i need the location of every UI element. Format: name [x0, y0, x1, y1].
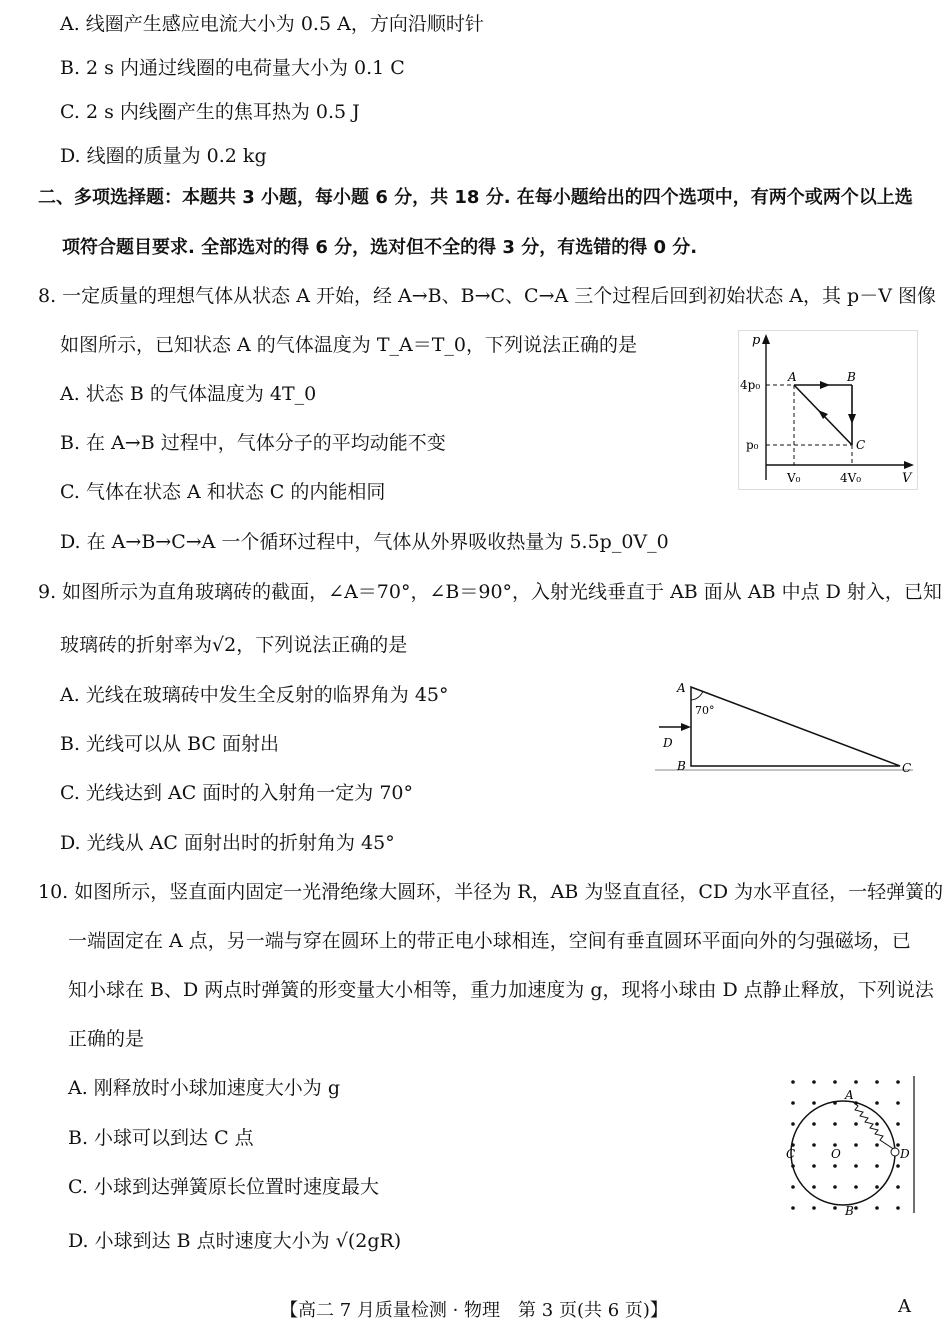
- q7-option-a: A. 线圈产生感应电流大小为 0.5 A，方向沿顺时针: [60, 13, 484, 35]
- q10-stem-line4: 正确的是: [68, 1028, 145, 1050]
- q10-option-b: B. 小球可以到达 C 点: [68, 1127, 254, 1149]
- spring: [853, 1102, 895, 1150]
- field-dot: [833, 1206, 837, 1210]
- p-axis-arrow-icon: [762, 334, 770, 344]
- field-dot: [854, 1143, 858, 1147]
- field-dot: [875, 1080, 879, 1084]
- x-tick-4v0: 4V₀: [840, 471, 862, 485]
- field-dot: [875, 1206, 879, 1210]
- v-axis-label: V: [902, 471, 912, 486]
- footer-center: 【高二 7 月质量检测 · 物理 第 3 页(共 6 页)】: [280, 1300, 668, 1321]
- field-dot: [854, 1080, 858, 1084]
- field-dot: [812, 1122, 816, 1126]
- q8-pv-diagram: [738, 330, 918, 490]
- point-a-label: A: [788, 370, 797, 384]
- field-dot: [812, 1143, 816, 1147]
- field-dot: [854, 1206, 858, 1210]
- q7-option-c: C. 2 s 内线圈产生的焦耳热为 0.5 J: [60, 101, 360, 123]
- field-dot: [812, 1185, 816, 1189]
- field-dot: [791, 1122, 795, 1126]
- point-o-label: O: [831, 1147, 841, 1161]
- field-dot: [854, 1185, 858, 1189]
- q9-option-a: A. 光线在玻璃砖中发生全反射的临界角为 45°: [60, 684, 449, 706]
- arrow-bc-icon: [848, 414, 856, 424]
- q8-option-b: B. 在 A→B 过程中，气体分子的平均动能不变: [60, 432, 446, 454]
- field-dot: [875, 1164, 879, 1168]
- point-b-label: B: [847, 370, 856, 384]
- field-dot: [875, 1143, 879, 1147]
- q9-stem-line2: 玻璃砖的折射率为√2，下列说法正确的是: [60, 634, 408, 656]
- point-c-label: C: [786, 1147, 796, 1161]
- ring: [791, 1101, 895, 1205]
- field-dot: [833, 1164, 837, 1168]
- q7-option-b: B. 2 s 内通过线圈的电荷量大小为 0.1 C: [60, 57, 405, 79]
- point-a-label: A: [845, 1088, 854, 1102]
- p-axis-label: p: [752, 333, 761, 348]
- q9-option-c: C. 光线达到 AC 面时的入射角一定为 70°: [60, 782, 413, 804]
- point-c-label: C: [856, 438, 866, 452]
- field-dot: [875, 1101, 879, 1105]
- q9-prism-diagram: [655, 680, 917, 778]
- q8-option-d: D. 在 A→B→C→A 一个循环过程中，气体从外界吸收热量为 5.5p_0V_0: [60, 531, 669, 553]
- field-dot: [812, 1206, 816, 1210]
- field-dot: [791, 1080, 795, 1084]
- q8-option-a: A. 状态 B 的气体温度为 4T_0: [60, 383, 317, 405]
- q8-stem-line1: 8. 一定质量的理想气体从状态 A 开始，经 A→B、B→C、C→A 三个过程后回到初始状态 A，其 p－V 图像: [38, 285, 936, 307]
- q9-option-b: B. 光线可以从 BC 面射出: [60, 733, 279, 755]
- q10-option-a: A. 刚释放时小球加速度大小为 g: [68, 1077, 341, 1099]
- q9-option-d: D. 光线从 AC 面射出时的折射角为 45°: [60, 832, 395, 854]
- field-dot: [875, 1122, 879, 1126]
- q10-stem-line3: 知小球在 B、D 两点时弹簧的形变量大小相等，重力加速度为 g，现将小球由 D 点静止释放，下列说法: [68, 979, 934, 1001]
- field-dot: [896, 1206, 900, 1210]
- field-dot: [791, 1206, 795, 1210]
- field-dot: [791, 1185, 795, 1189]
- field-dot: [812, 1164, 816, 1168]
- field-dot: [854, 1122, 858, 1126]
- field-dot: [875, 1185, 879, 1189]
- angle-a-label: 70°: [695, 704, 715, 717]
- point-a-label: A: [677, 681, 686, 695]
- point-d-label: D: [663, 736, 673, 750]
- section2-heading-line2: 项符合题目要求. 全部选对的得 6 分，选对但不全的得 3 分，有选错的得 0 分.: [62, 237, 698, 258]
- q10-option-d: D. 小球到达 B 点时速度大小为 √(2gR): [68, 1230, 402, 1252]
- footer-paper-version: A: [898, 1296, 911, 1317]
- field-dot: [833, 1080, 837, 1084]
- field-dot: [896, 1122, 900, 1126]
- q8-stem-line2: 如图所示，已知状态 A 的气体温度为 T_A＝T_0，下列说法正确的是: [60, 334, 637, 356]
- q10-stem-line1: 10. 如图所示，竖直面内固定一光滑绝缘大圆环，半径为 R，AB 为竖直直径，CD 为水平直径，一轻弹簧的: [38, 881, 944, 903]
- field-dot: [833, 1185, 837, 1189]
- field-dot: [896, 1080, 900, 1084]
- field-dot: [854, 1164, 858, 1168]
- point-c-label: C: [902, 761, 912, 775]
- q10-stem-line2: 一端固定在 A 点，另一端与穿在圆环上的带正电小球相连，空间有垂直圆环平面向外的匀强磁场，已: [68, 930, 911, 952]
- field-dot: [812, 1101, 816, 1105]
- field-dot: [812, 1080, 816, 1084]
- y-tick-p0: p₀: [746, 438, 759, 452]
- glass-prism: [691, 687, 900, 766]
- q9-stem-line1: 9. 如图所示为直角玻璃砖的截面，∠A＝70°，∠B＝90°，入射光线垂直于 AB 面从 AB 中点 D 射入，已知: [38, 581, 942, 603]
- field-dot: [896, 1101, 900, 1105]
- x-tick-v0: V₀: [787, 471, 801, 485]
- point-b-label: B: [677, 759, 686, 773]
- v-axis-arrow-icon: [904, 461, 914, 469]
- q8-option-c: C. 气体在状态 A 和状态 C 的内能相同: [60, 481, 386, 503]
- q7-option-d: D. 线圈的质量为 0.2 kg: [60, 145, 267, 167]
- field-dot: [833, 1122, 837, 1126]
- field-dot: [896, 1164, 900, 1168]
- incident-arrow-icon: [681, 723, 691, 731]
- field-dot: [791, 1101, 795, 1105]
- section2-heading-line1: 二、多项选择题：本题共 3 小题，每小题 6 分，共 18 分. 在每小题给出的四个选项中，有两个或两个以上选: [38, 187, 913, 208]
- point-b-label: B: [845, 1204, 854, 1217]
- point-d-label: D: [900, 1147, 910, 1161]
- q10-ring-diagram: [783, 1072, 918, 1217]
- field-dot: [896, 1185, 900, 1189]
- q10-option-c: C. 小球到达弹簧原长位置时速度最大: [68, 1176, 379, 1198]
- charged-ball: [891, 1148, 899, 1156]
- arrow-ab-icon: [820, 381, 830, 389]
- y-tick-4p0: 4p₀: [740, 378, 761, 392]
